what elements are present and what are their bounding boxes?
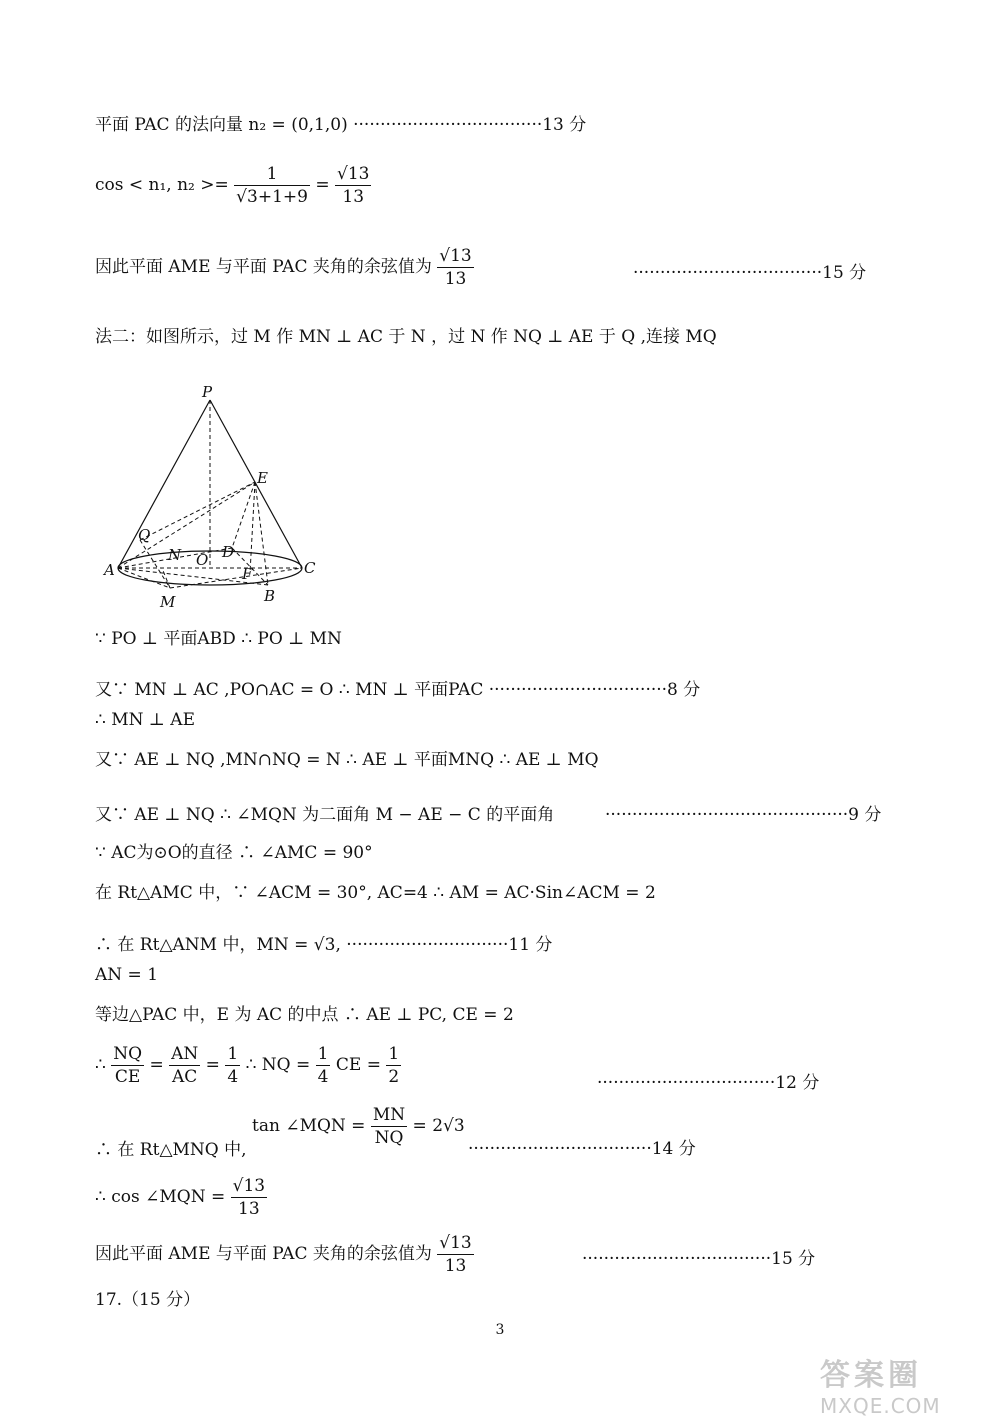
conclusion-line-2: 因此平面 AME 与平面 PAC 夹角的余弦值为 $\frac{√13}{13}$ <box>95 1233 472 1276</box>
tan-formula: tan ∠MQN = $\frac{MN}{NQ}$ = 2√3 <box>252 1105 465 1148</box>
fraction: $\frac{√13}{13}$ <box>439 246 472 289</box>
proof-line-diameter: ∵ AC为⊙O的直径 ∴ ∠AMC = 90° <box>95 843 373 863</box>
segment-AM <box>118 568 170 588</box>
label-F: F <box>242 565 253 583</box>
cone-side-left <box>118 400 210 568</box>
proof-line-pac: 等边△PAC 中，E 为 AC 的中点 ∴ AE ⊥ PC, CE = 2 <box>95 1005 514 1025</box>
fraction: $\frac{√13}{13}$ <box>439 1233 472 1276</box>
segment-EB <box>255 482 268 585</box>
proof-line-an: AN = 1 <box>95 965 159 985</box>
proof-line-cos: ∴ cos ∠MQN = $\frac{√13}{13}$ <box>95 1176 266 1219</box>
label-O: O <box>196 551 209 569</box>
method-two-line: 法二：如图所示，过 M 作 MN ⊥ AC 于 N ，过 N 作 NQ ⊥ AE 于 Q ,连接 MQ <box>95 327 717 347</box>
proof-line-amc: 在 Rt△AMC 中，∵ ∠ACM = 30°, AC=4 ∴ AM = AC·Sin∠ACM = 2 <box>95 883 656 903</box>
proof-line-angle: 又∵ AE ⊥ NQ ∴ ∠MQN 为二面角 M − AE − C 的平面角 <box>95 805 555 825</box>
fraction: $\frac{√13}{13}$ <box>232 1176 266 1219</box>
page-number: 3 <box>495 1322 505 1338</box>
label-N: N <box>168 546 182 564</box>
proof-line-mnq: ∴ 在 Rt△MNQ 中, <box>95 1140 247 1160</box>
score-9: ·············································9 分 <box>605 805 882 825</box>
fraction: $\frac{1}{2}$ <box>388 1044 400 1087</box>
label-Q: Q <box>138 526 151 544</box>
proof-line-mn-ae: ∴ MN ⊥ AE <box>95 710 195 730</box>
proof-line-mn-plane: 又∵ MN ⊥ AC ,PO∩AC = O ∴ MN ⊥ 平面PAC ·································8 分 <box>95 680 701 700</box>
proof-line-anm: ∴ 在 Rt△ANM 中，MN = √3, ······························11 分 <box>95 935 553 955</box>
segment-QM <box>140 540 170 588</box>
label-A: A <box>104 561 115 579</box>
score-15-b: ···································15 分 <box>582 1249 816 1269</box>
fraction: $\frac{AN}{AC}$ <box>171 1044 199 1087</box>
question-17-heading: 17.（15 分） <box>95 1290 201 1310</box>
proof-line-nq: ∴ $\frac{NQ}{CE}$ = $\frac{AN}{AC}$ = $\frac{1}{4}$ ∴ NQ = $\frac{1}{4}$ CE = $\frac{1}{2}$ <box>95 1044 400 1087</box>
proof-line-po: ∵ PO ⊥ 平面ABD ∴ PO ⊥ MN <box>95 629 342 649</box>
label-P: P <box>202 385 213 401</box>
fraction: $\frac{MN}{NQ}$ <box>372 1105 406 1148</box>
label-M: M <box>160 593 176 611</box>
fraction: $\frac{1}{√3+1+9}$ <box>236 164 308 207</box>
label-C: C <box>304 559 316 577</box>
segment-AE <box>118 482 255 568</box>
label-D: D <box>222 543 235 561</box>
fraction: $\frac{√13}{13}$ <box>337 164 370 207</box>
fraction: $\frac{1}{4}$ <box>317 1044 329 1087</box>
score-14: ··································14 分 <box>468 1139 696 1159</box>
cos-formula-line: cos < n₁, n₂ >= $\frac{1}{√3+1+9}$ = $\frac{√13}{13}$ <box>95 164 370 207</box>
conclusion-line-1: 因此平面 AME 与平面 PAC 夹角的余弦值为 $\frac{√13}{13}$ <box>95 246 472 289</box>
score-15-a: ···································15 分 <box>633 263 867 283</box>
label-B: B <box>264 587 276 605</box>
fraction: $\frac{NQ}{CE}$ <box>113 1044 143 1087</box>
normal-vector-line: 平面 PAC 的法向量 n₂ = (0,1,0) ···································13 分 <box>95 115 587 135</box>
label-E: E <box>257 469 268 487</box>
score-12: ·································12 分 <box>597 1073 820 1093</box>
proof-line-ae-mq: 又∵ AE ⊥ NQ ,MN∩NQ = N ∴ AE ⊥ 平面MNQ ∴ AE ⊥ MQ <box>95 750 599 770</box>
watermark-logo: 答案圈 MXQE.COM <box>820 1358 941 1418</box>
cone-figure <box>100 385 330 615</box>
fraction: $\frac{1}{4}$ <box>227 1044 239 1087</box>
